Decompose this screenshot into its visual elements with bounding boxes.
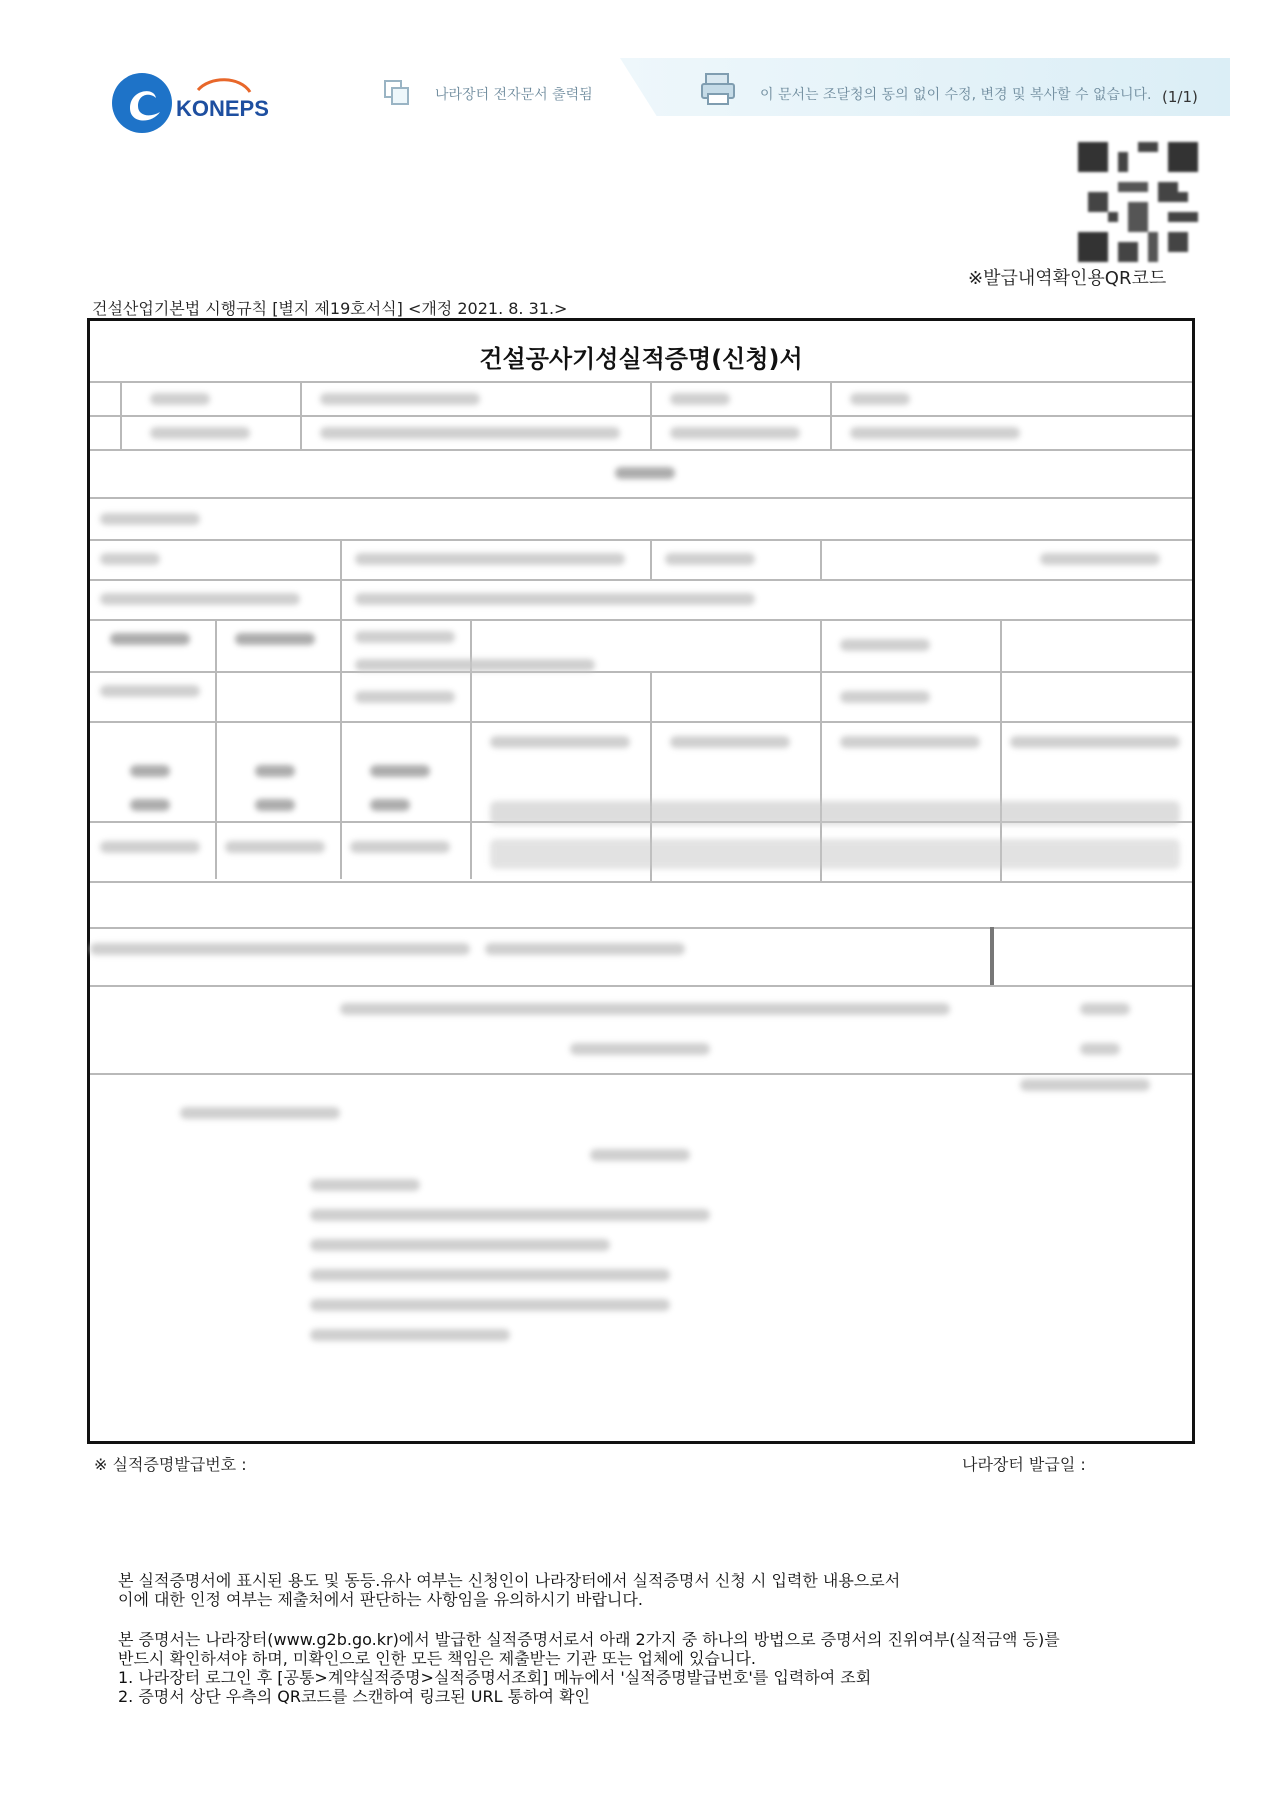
grid-line [470, 619, 472, 879]
redacted-text [355, 631, 455, 643]
grid-line [820, 539, 822, 579]
issue-date-label: 나라장터 발급일 : [962, 1455, 1086, 1474]
redacted-text [355, 593, 755, 605]
note-line: 1. 나라장터 로그인 후 [공통>계약실적증명>실적증명서조회] 메뉴에서 '실적증명발급번호'를 입력하여 조회 [118, 1668, 872, 1687]
note-line: 본 실적증명서에 표시된 용도 및 동등.유사 여부는 신청인이 나라장터에서 실적증명서 신청 시 입력한 내용으로서 [118, 1571, 901, 1590]
redacted-text [100, 685, 200, 697]
redacted-text [110, 633, 190, 645]
redacted-text [850, 393, 910, 405]
redacted-text [1010, 736, 1180, 748]
redacted-text [840, 639, 930, 651]
redacted-text [310, 1329, 510, 1341]
grid-line [90, 985, 1192, 987]
redacted-text [320, 393, 480, 405]
redacted-text [615, 467, 675, 479]
redacted-text [100, 553, 160, 565]
redacted-text [90, 943, 470, 955]
grid-line [90, 881, 1192, 883]
grid-line [90, 1073, 1192, 1075]
redacted-text [350, 841, 450, 853]
redacted-text [255, 799, 295, 811]
redacted-text [840, 736, 980, 748]
grid-line [90, 671, 1192, 673]
qr-code [1078, 142, 1198, 262]
redacted-text [310, 1209, 710, 1221]
redacted-text [370, 765, 430, 777]
qr-label: ※발급내역확인용QR코드 [968, 268, 1167, 289]
grid-line [90, 415, 1192, 417]
redacted-text [370, 799, 410, 811]
redacted-text [100, 513, 200, 525]
grid-line [90, 497, 1192, 499]
grid-line [830, 381, 832, 449]
redacted-text [490, 839, 1180, 869]
svg-text:KONEPS: KONEPS [176, 96, 269, 121]
redacted-text [255, 765, 295, 777]
grid-line [90, 721, 1192, 723]
redacted-text [490, 801, 1180, 825]
redacted-text [490, 736, 630, 748]
redacted-text [130, 799, 170, 811]
redacted-text [485, 943, 685, 955]
print-label: 나라장터 전자문서 출력됨 [435, 87, 593, 103]
redacted-text [1080, 1043, 1120, 1055]
certificate-form [87, 318, 1195, 1444]
redacted-text [570, 1043, 710, 1055]
grid-line [90, 539, 1192, 541]
redacted-text [180, 1107, 340, 1119]
grid-line [650, 539, 652, 579]
issue-number-label: ※ 실적증명발급번호 : [94, 1455, 247, 1474]
note-line: 반드시 확인하셔야 하며, 미확인으로 인한 모든 책임은 제출받는 기관 또는 업체에 있습니다. [118, 1649, 756, 1668]
redacted-text [355, 553, 625, 565]
redacted-text [1080, 1003, 1130, 1015]
redacted-text [670, 393, 730, 405]
redacted-text [100, 841, 200, 853]
grid-line [90, 579, 1192, 581]
grid-line [90, 619, 1192, 621]
print-icon [382, 78, 412, 112]
grid-line [215, 619, 217, 879]
redacted-text [670, 427, 800, 439]
grid-line [300, 381, 302, 449]
redacted-text [310, 1299, 670, 1311]
redacted-text [355, 691, 455, 703]
grid-line [90, 381, 1192, 383]
grid-line [90, 927, 1192, 929]
printer-icon [700, 72, 736, 110]
redacted-text [310, 1269, 670, 1281]
grid-line [90, 449, 1192, 451]
grid-line [650, 381, 652, 449]
page-indicator: (1/1) [1162, 88, 1198, 106]
form-reference: 건설산업기본법 시행규칙 [별지 제19호서식] <개정 2021. 8. 31.> [92, 299, 568, 318]
grid-line [120, 381, 122, 449]
redacted-text [665, 553, 755, 565]
redacted-text [670, 736, 790, 748]
copy-notice: 이 문서는 조달청의 동의 없이 수정, 변경 및 복사할 수 없습니다. [760, 87, 1152, 103]
redacted-text [355, 659, 595, 671]
redacted-text [150, 427, 250, 439]
redacted-text [310, 1239, 610, 1251]
note-line: 본 증명서는 나라장터(www.g2b.go.kr)에서 발급한 실적증명서로서 아래 2가지 중 하나의 방법으로 증명서의 진위여부(실적금액 등)를 [118, 1630, 1060, 1649]
koneps-logo [110, 68, 280, 138]
note-line: 이에 대한 인정 여부는 제출처에서 판단하는 사항임을 유의하시기 바랍니다. [118, 1590, 643, 1609]
note-line: 2. 증명서 상단 우측의 QR코드를 스캔하여 링크된 URL 통하여 확인 [118, 1687, 590, 1706]
redacted-text [850, 427, 1020, 439]
redacted-text [340, 1003, 950, 1015]
redacted-text [840, 691, 930, 703]
redacted-text [225, 841, 325, 853]
grid-line [340, 539, 342, 879]
grid-line [990, 927, 994, 985]
redacted-text [130, 765, 170, 777]
form-title: 건설공사기성실적증명(신청)서 [479, 345, 803, 373]
redacted-text [1020, 1079, 1150, 1091]
redacted-text [150, 393, 210, 405]
redacted-text [590, 1149, 690, 1161]
redacted-text [235, 633, 315, 645]
redacted-text [320, 427, 620, 439]
redacted-text [100, 593, 300, 605]
redacted-text [310, 1179, 420, 1191]
redacted-text [1040, 553, 1160, 565]
